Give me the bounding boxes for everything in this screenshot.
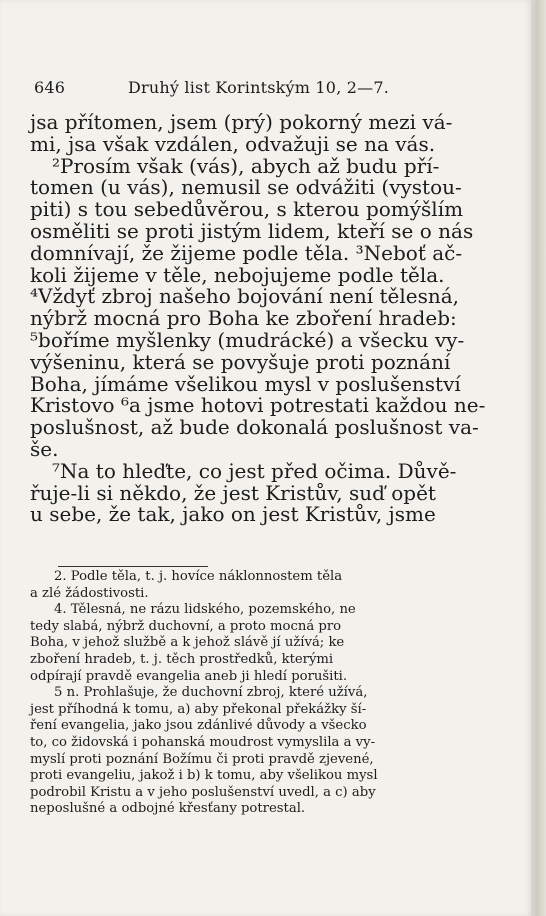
footnote-line: myslí proti poznání Božímu či proti pravdě zjevené, (30, 751, 374, 767)
body-line: u sebe, že tak, jako on jest Kristův, jsme (30, 502, 436, 527)
footnote-line: 5 n. Prohlašuje, že duchovní zbroj, které užívá, (54, 685, 368, 701)
body-line: řuje-li si někdo, že jest Kristův, suď opět (30, 480, 436, 505)
body-line: nýbrž mocná pro Boha ke zboření hradeb: (30, 306, 457, 331)
footnote-line: ření evangelia, jako jsou zdánlivé důvody a všecko (30, 718, 367, 734)
footnote-line: proti evangeliu, jakož i b) k tomu, aby všelikou mysl (30, 768, 378, 784)
footnote-divider (58, 566, 208, 567)
page-edge (531, 0, 546, 916)
body-line: Boha, jímáme všelikou mysl v poslušenství (30, 371, 461, 396)
body-line: ⁴Vždyť zbroj našeho bojování není tělesná, (30, 284, 460, 309)
body-line: Kristovo ⁶a jsme hotovi potrestati každou ne- (30, 393, 486, 418)
footnote-line: to, co židovská i pohanská moudrost vymyslila a vy- (30, 734, 376, 750)
footnote-line: a zlé žádostivosti. (30, 585, 149, 601)
body-line: še. (30, 436, 59, 461)
footnote-line: jest příhodná k tomu, a) aby překonal překážky ší- (30, 701, 367, 717)
body-line: ⁵boříme myšlenky (mudrácké) a všecku vy- (30, 327, 465, 352)
footnote-line: podrobil Kristu a v jeho poslušenství uvedl, a c) aby (30, 784, 376, 800)
body-line: výšeninu, která se povyšuje proti poznání (30, 349, 451, 374)
footnote-line: neposlušné a odbojné křesťany potrestal. (30, 801, 306, 817)
body-line: piti) s tou sebedůvěrou, s kterou pomýšlím (30, 197, 464, 222)
body-line: poslušnost, až bude dokonalá poslušnost va- (30, 415, 479, 440)
footnote-line: zboření hradeb, t. j. těch prostředků, kterými (30, 651, 334, 667)
running-title: Druhý list Korintským 10, 2—7. (128, 78, 390, 97)
footnote-line: 2. Podle těla, t. j. hovíce náklonnostem těla (54, 569, 343, 584)
body-line: osměliti se proti jistým lidem, kteří se o nás (30, 218, 474, 243)
footnote-line: tedy slabá, nýbrž duchovní, a proto mocná pro (30, 618, 342, 634)
body-line: ⁷Na to hleďte, co jest před očima. Důvě- (52, 458, 457, 483)
footnote-line: Boha, v jehož službě a k jehož slávě jí užívá; ke (30, 635, 345, 651)
footnote-line: 4. Tělesná, ne rázu lidského, pozemského, ne (54, 602, 356, 618)
footnotes (30, 569, 500, 818)
body-line: domnívají, že žijeme podle těla. ³Neboť ač- (30, 240, 463, 265)
body-line: jsa přítomen, jsem (prý) pokorný mezi vá- (30, 110, 453, 134)
body-line: tomen (u vás), nemusil se odvážiti (vystou- (30, 175, 462, 200)
body-line: koli žijeme v těle, nebojujeme podle těla. (30, 262, 445, 287)
footnote-line: odpírají pravdě evangelia aneb ji hledí porušiti. (30, 668, 348, 684)
body-text (30, 112, 500, 526)
page-number: 646 (34, 78, 66, 97)
body-line: mi, jsa však vzdálen, odvažuji se na vás. (30, 131, 436, 156)
body-line: ²Prosím však (vás), abych až budu pří- (52, 153, 440, 178)
